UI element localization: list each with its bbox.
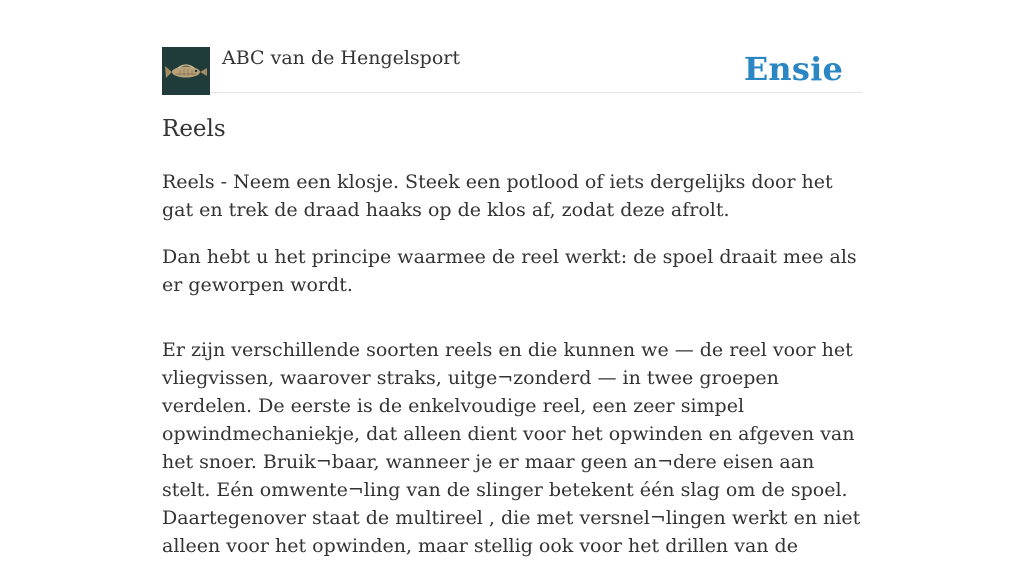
paragraph: Reels - Neem een klosje. Steek een potlood of iets dergelijks door het gat en trek de draad haaks op de klos af, zodat deze afrolt. xyxy=(162,171,833,221)
page-header xyxy=(162,44,862,93)
page-title: Reels xyxy=(162,116,226,142)
source-title[interactable]: ABC van de Hengelsport xyxy=(222,47,461,69)
paragraph: Er zijn verschillende soorten reels en die kunnen we — de reel voor het vliegvissen, waarover straks, uitge¬zonderd — in twee groepen verdelen. De eerste is de enkelvoudige reel, een zeer simpel opwindmechaniekje, dat alleen dient voor het opwinden en afgeven van het snoer. Bruik¬baar, wanneer je er maar geen an¬dere eisen aan stelt. Eén omwente¬ling van de slinger betekent één slag om de spoel. Daartegenover staat de multireel , die met versnel¬lingen werkt en niet alleen voor het opwinden, maar stellig ook voor het drillen van de xyxy=(162,339,861,557)
fish-illustration-icon[interactable] xyxy=(162,47,210,95)
paragraph: Dan hebt u het principe waarmee de reel werkt: de spoel draait mee als er geworpen wordt. xyxy=(162,246,857,296)
article-body xyxy=(162,168,862,579)
ensie-logo[interactable]: Ensie xyxy=(743,50,843,88)
